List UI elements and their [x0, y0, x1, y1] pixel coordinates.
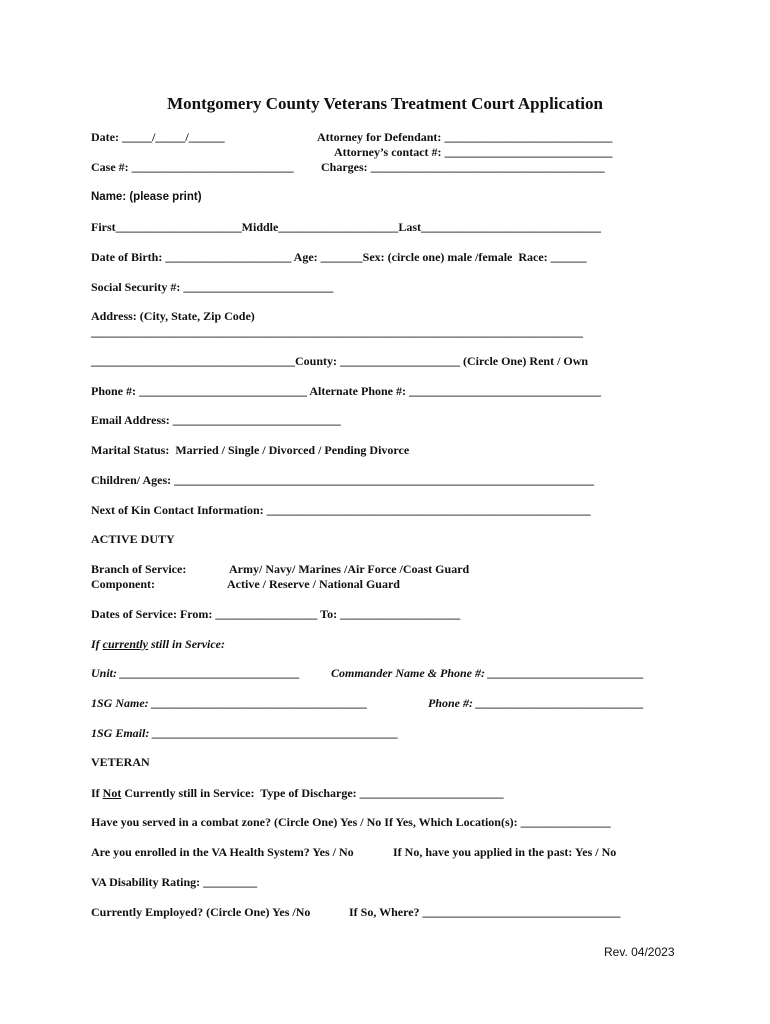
employed-field[interactable]: Currently Employed? (Circle One) Yes /No [91, 905, 311, 919]
next-of-kin-field[interactable]: Next of Kin Contact Information: ______________________________________________________ [91, 503, 591, 517]
phone-field[interactable]: Phone #: ____________________________ Alternate Phone #: ________________________________ [91, 384, 601, 398]
isg-name-field[interactable]: 1SG Name: ____________________________________ [91, 696, 368, 710]
attorney-field[interactable]: Attorney for Defendant: ____________________________ [317, 130, 613, 144]
active-duty-heading: ACTIVE DUTY [91, 532, 175, 546]
form-title: Montgomery County Veterans Treatment Court Application [167, 94, 603, 113]
commander-field[interactable]: Commander Name & Phone #: __________________________ [331, 666, 645, 680]
branch-label: Branch of Service: [91, 562, 187, 576]
county-rent-own-field[interactable]: __________________________________County: ____________________ (Circle One) Rent / Own [91, 354, 589, 368]
children-field[interactable]: Children/ Ages: ______________________________________________________________________ [91, 473, 595, 487]
veteran-heading: VETERAN [91, 755, 150, 769]
isg-phone-field[interactable]: Phone #: ____________________________ [428, 696, 644, 710]
employer-field[interactable]: If So, Where? _________________________________ [349, 905, 621, 919]
dates-of-service-field[interactable]: Dates of Service: From: _________________ To: ____________________ [91, 607, 461, 621]
address-field[interactable]: __________________________________________________________________________________ [91, 325, 583, 339]
name-fields[interactable]: First_____________________Middle____________________Last______________________________ [91, 220, 601, 234]
ssn-field[interactable]: Social Security #: _________________________ [91, 280, 334, 294]
email-field[interactable]: Email Address: ____________________________ [91, 413, 341, 427]
case-number-field[interactable]: Case #: ___________________________ [91, 160, 294, 174]
dob-age-sex-race-field[interactable]: Date of Birth: _____________________ Age: _______Sex: (circle one) male /female Race: ______ [91, 250, 587, 264]
combat-zone-field[interactable]: Have you served in a combat zone? (Circle One) Yes / No If Yes, Which Location(s): _______________ [91, 815, 611, 829]
component-options[interactable]: Active / Reserve / National Guard [227, 577, 400, 591]
va-health-field[interactable]: Are you enrolled in the VA Health System? Yes / No [91, 845, 354, 859]
attorney-contact-field[interactable]: Attorney’s contact #: ____________________________ [334, 145, 613, 159]
date-field[interactable]: Date: _____/_____/______ [91, 130, 225, 144]
component-label: Component: [91, 577, 156, 591]
unit-field[interactable]: Unit: ______________________________ [91, 666, 301, 680]
branch-options[interactable]: Army/ Navy/ Marines /Air Force /Coast Guard [229, 562, 470, 576]
va-applied-field[interactable]: If No, have you applied in the past: Yes / No [393, 845, 617, 859]
isg-email-field[interactable]: 1SG Email: _________________________________________ [91, 726, 399, 740]
name-label: Name: (please print) [91, 191, 202, 203]
revision-label: Rev. 04/2023 [604, 945, 675, 959]
discharge-field[interactable]: If Not Currently still in Service: Type of Discharge: ________________________ [91, 786, 504, 800]
va-rating-field[interactable]: VA Disability Rating: _________ [91, 875, 258, 889]
charges-field[interactable]: Charges: _______________________________________ [321, 160, 605, 174]
if-currently-label: If currently still in Service: [91, 637, 226, 651]
marital-status-field[interactable]: Marital Status: Married / Single / Divorced / Pending Divorce [91, 443, 410, 457]
address-label: Address: (City, State, Zip Code) [91, 309, 255, 323]
